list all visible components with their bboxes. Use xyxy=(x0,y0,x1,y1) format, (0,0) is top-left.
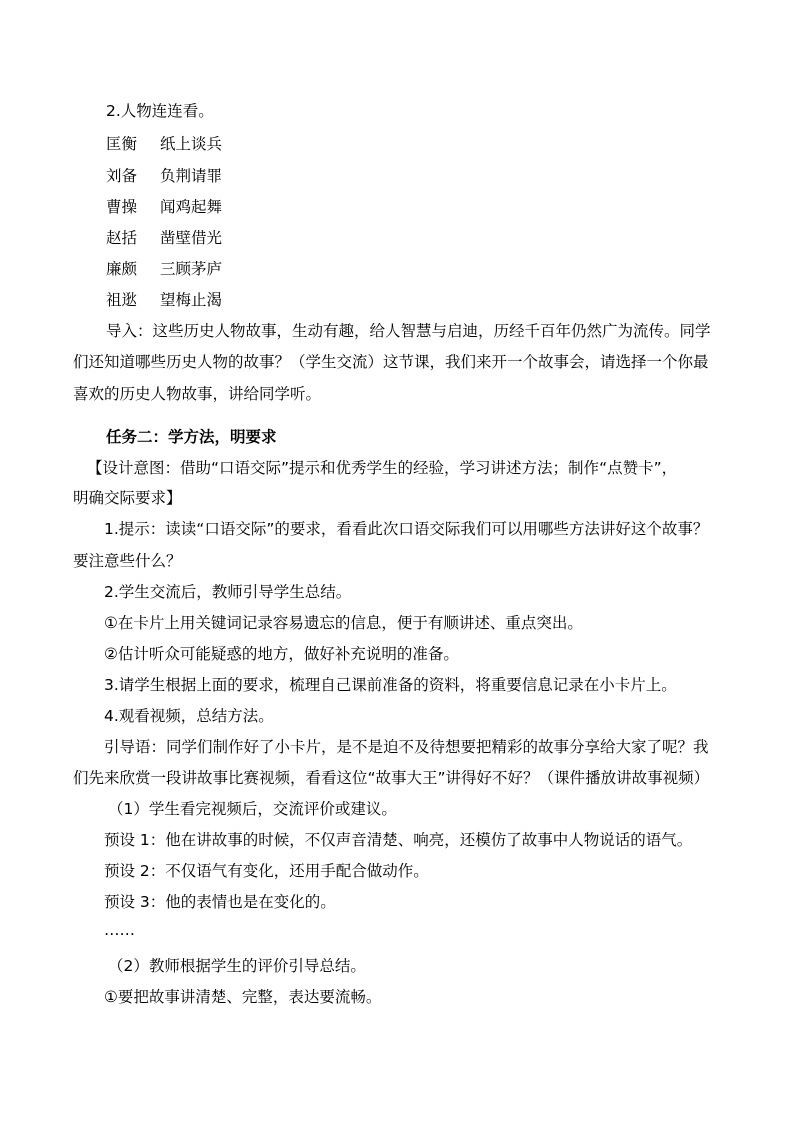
step-1-line: 要注意些什么？ xyxy=(73,552,182,570)
design-intent-line: 【设计意图：借助“口语交际”提示和优秀学生的经验，学习讲述方法；制作“点赞卡”， xyxy=(87,459,678,477)
point-2: ②估计听众可能疑惑的地方，做好补充说明的准备。 xyxy=(104,645,459,663)
story-title: 纸上谈兵 xyxy=(160,135,223,153)
story-title: 三顾茅庐 xyxy=(160,260,223,278)
preset-2: 预设 2：不仅语气有变化，还用手配合做动作。 xyxy=(104,862,429,880)
intro-paragraph-line: 导入：这些历史人物故事，生动有趣，给人智慧与启迪，历经千百年仍然广为流传。同学 xyxy=(106,322,711,340)
sub-step-2: （2）教师根据学生的评价引导总结。 xyxy=(108,957,366,975)
intro-paragraph-line: 喜欢的历史人物故事，讲给同学听。 xyxy=(73,385,322,403)
person-name: 刘备 xyxy=(106,167,138,185)
story-title: 闻鸡起舞 xyxy=(160,198,223,216)
person-name: 匡衡 xyxy=(106,135,138,153)
story-title: 凿壁借光 xyxy=(160,229,223,247)
step-4: 4.观看视频，总结方法。 xyxy=(104,707,274,725)
design-intent-line: 明确交际要求】 xyxy=(73,489,182,507)
story-title: 负荆请罪 xyxy=(160,167,223,185)
summary-point-1: ①要把故事讲清楚、完整，表达要流畅。 xyxy=(104,988,382,1006)
step-3: 3.请学生根据上面的要求，梳理自己课前准备的资料，将重要信息记录在小卡片上。 xyxy=(104,676,677,694)
sub-step-1: （1）学生看完视频后，交流评价或建议。 xyxy=(108,800,397,818)
point-1: ①在卡片上用关键词记录容易遗忘的信息，便于有顺讲述、重点突出。 xyxy=(104,614,583,632)
story-title: 望梅止渴 xyxy=(160,291,223,309)
preset-3: 预设 3：他的表情也是在变化的。 xyxy=(104,893,336,911)
guide-paragraph-line: 们先来欣赏一段讲故事比赛视频，看看这位“故事大王”讲得好不好？（课件播放讲故事视频） xyxy=(73,769,710,787)
step-1-line: 1.提示：读读“口语交际”的要求，看看此次口语交际我们可以用哪些方法讲好这个故事？ xyxy=(104,520,709,538)
person-name: 廉颇 xyxy=(106,260,138,278)
step-2: 2.学生交流后，教师引导学生总结。 xyxy=(104,583,352,601)
preset-1: 预设 1：他在讲故事的时候，不仅声音清楚、响亮，还模仿了故事中人物说话的语气。 xyxy=(104,831,693,849)
person-name: 赵括 xyxy=(106,229,138,247)
guide-paragraph-line: 引导语：同学们制作好了小卡片，是不是迫不及待想要把精彩的故事分享给大家了呢？我 xyxy=(104,738,709,756)
section2-title: 任务二：学方法，明要求 xyxy=(106,428,277,446)
section1-heading: 2.人物连连看。 xyxy=(106,102,214,120)
ellipsis: …… xyxy=(104,921,135,939)
person-name: 曹操 xyxy=(106,198,138,216)
intro-paragraph-line: 们还知道哪些历史人物的故事？（学生交流）这节课，我们来开一个故事会，请选择一个你最 xyxy=(73,353,709,371)
person-name: 祖逖 xyxy=(106,291,138,309)
